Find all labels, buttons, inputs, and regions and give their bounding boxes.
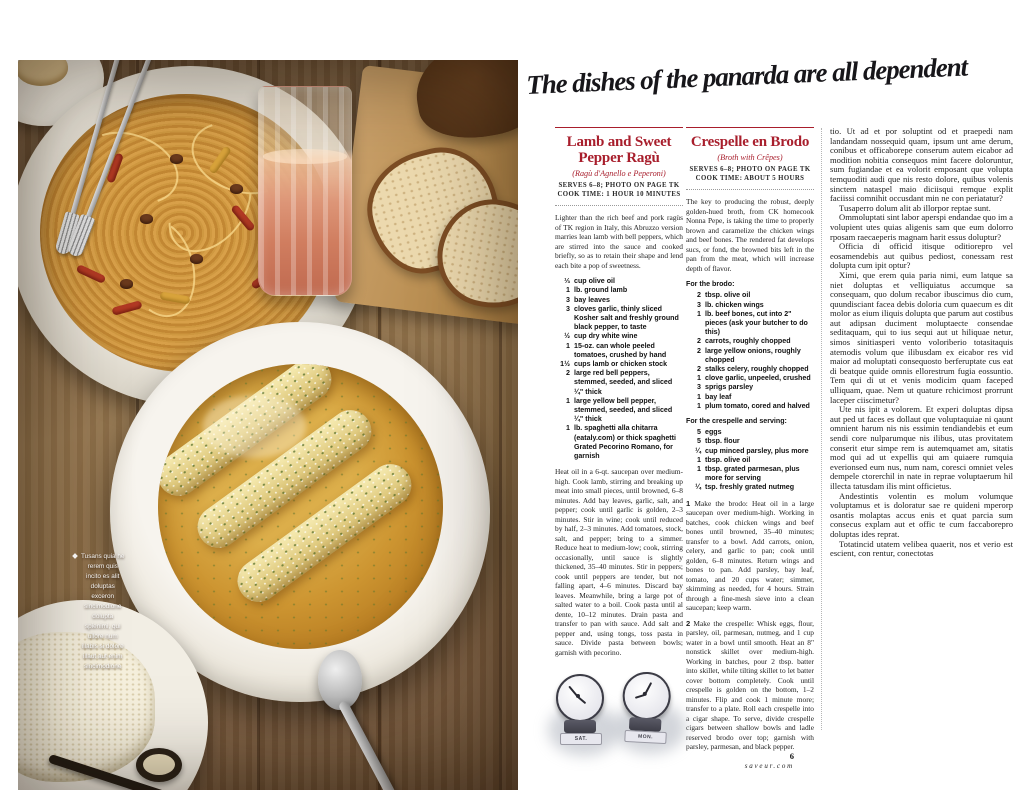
body-paragraph: Totatincid utatem velibea quaerit, nos et verio est escient, con rentur, conectotas (830, 538, 1013, 559)
black-spoon (136, 748, 182, 782)
clock-icon (556, 674, 604, 748)
ingredient-qty: 1 (697, 401, 701, 410)
ingredient-text: cup dry white wine (574, 332, 638, 341)
ingredient-qty: 5 (697, 437, 701, 446)
ingredient-row (555, 332, 683, 341)
column-divider (821, 128, 822, 730)
body-text-column (830, 127, 1013, 559)
silver-spoon (318, 650, 362, 710)
recipe-subtitle: (Broth with Crêpes) (717, 153, 783, 162)
page-number: 6 (789, 751, 794, 761)
silver-spoon-handle (338, 700, 413, 790)
ingredient-qty: 5 (697, 428, 701, 437)
broth-highlight (203, 395, 306, 458)
body-paragraph: tio. Ut ad et por soluptint od et praepedi nam landandam nossequid quam, ipsum unt ame derum, conibus et officaborepe conserum autem eicabor ad modition nobitia consequos mint facere doloruntur, sum fugiandae et ea volorit emposant que volupta temquoditi audi que nis resto dolore, quibus volenis sinctem nataspel maio diciisqui remque explit faciissi comnihit occusdant min ne con periatatur? (830, 126, 1013, 204)
body-paragraph: Ute nis ipit a volorem. Et experi doluptas dipsa aut ped ut faces es dollaut que voluptaquiae ni qaunt omnient harum nis nis essimin tendiandebis et eum sendi core nulparumque nis ilibus, utas provitatem conserit etur simpe rem is autemquamet am, sitatis mod qui ad ut expellis qui am quiaere rumquia everionsed eum nus, num nam, coresci omniet veles dempele ctorerchil in nate in reprae voluptaerum hil illecta tatusdam ilis mint officietus. (830, 404, 1013, 491)
clock-icon (620, 671, 672, 747)
photo-caption-text: Tusans quia he rerem quis incito es alit doluptas exceron sincimodione dolupta spienimi, qui ullore num illabis si dolore illaut aut enim sincimodione (81, 553, 125, 670)
ingredient-row (686, 291, 814, 300)
ingredient-text: cloves garlic, thinly sliced (574, 304, 662, 313)
ingredient-qty: 1½ (560, 360, 570, 369)
ingredient-row (555, 369, 683, 397)
ingredient-text: Kosher salt and freshly ground black pepper, to taste (574, 314, 679, 332)
ingredient-text: lb. spaghetti alla chitarra (eataly.com) or thick spaghetti (574, 424, 676, 442)
ingredient-text: bay leaves (574, 295, 610, 304)
recipe-serves: SERVES 6–8; PHOTO ON PAGE TK (689, 166, 811, 173)
lamb-crumble (190, 254, 203, 264)
lamb-crumble (120, 279, 133, 289)
ingredient-text: stalks celery, roughly chopped (705, 365, 809, 374)
ingredient-qty: 1 (697, 374, 701, 383)
recipe-serves: SERVES 6–8; PHOTO ON PAGE TK (558, 182, 680, 189)
ingredient-qty: 2 (697, 291, 701, 300)
ingredient-section-heading: For the crespelle and serving: (686, 417, 787, 426)
ingredient-list (555, 277, 683, 461)
recipe-column-lamb-ragu (555, 127, 683, 663)
ingredient-text: tbsp. flour (705, 437, 740, 446)
recipe-intro: The key to producing the robust, deeply golden-hued broth, from CK homecook Nonna Pepe, is taking the time to properly brown and caramelize the chicken wings and beef bones. The rendered fat develops sucs, or fond, the browned bits left in the pan from the meat, which will increase depth of flavor. (686, 197, 814, 273)
ingredient-row (686, 428, 814, 437)
body-paragraph: Ommoluptati sint labor aperspi endandae quo im a volupient utes quias aligenis sam que eum dolorro rposam raecaeperis magnam harit essus doluptur? (830, 212, 1013, 242)
recipe-cooktime: COOK TIME: ABOUT 5 HOURS (695, 174, 805, 182)
lamb-crumble (170, 154, 183, 164)
golden-broth (158, 364, 443, 649)
ingredient-list (686, 428, 814, 492)
lamb-crumble (230, 184, 243, 194)
food-photo (18, 60, 518, 790)
ingredient-qty (555, 443, 574, 461)
ingredient-text: clove garlic, unpeeled, crushed (705, 374, 811, 383)
ingredient-qty: 1 (566, 341, 570, 350)
ingredient-text: sprigs parsley (705, 383, 754, 392)
ingredient-text: Grated Pecorino Romano, for garnish (574, 442, 673, 461)
recipe-title-rule (555, 127, 683, 128)
body-paragraph: Tusaperro dolum alit ab illorpor reptae sunt. (839, 202, 991, 213)
body-paragraph: Officia di officid itisque oditiorepro vel eosamendebis aut quibus pediost, conessam rest dolupta cum ipit optur? (830, 241, 1013, 271)
clock-pin (576, 694, 580, 698)
ingredient-text: large red bell peppers, stemmed, seeded, and sliced ¼" thick (574, 369, 673, 396)
ingredient-text: cup olive oil (574, 277, 615, 286)
recipe-intro: Lighter than the rich beef and pork ragùs of TK region in Italy, this Abruzzo version marries lean lamb with bell peppers, which are stirred into the sauce and cooked briefly, so as to retain their shape and lend each bite a pop of sweetness. (555, 213, 683, 270)
ingredient-text: carrots, roughly chopped (705, 337, 791, 346)
ingredient-qty: 3 (697, 300, 701, 309)
ingredient-text: lb. chicken wings (705, 300, 764, 309)
wine-surface (263, 149, 348, 164)
rose-wine-glass (258, 86, 352, 296)
ingredient-text: cup minced parsley, plus more (705, 446, 809, 455)
ingredient-row (686, 483, 814, 492)
ingredient-row (555, 360, 683, 369)
ingredient-qty: 1 (697, 455, 701, 464)
photo-caption (26, 552, 126, 670)
recipe-subtitle: (Ragù d'Agnello e Peperoni) (572, 169, 666, 178)
dotted-divider (686, 189, 814, 190)
glass-facets (259, 87, 351, 295)
ingredient-row (555, 286, 683, 295)
ingredient-text: tbsp. olive oil (705, 455, 751, 464)
ingredient-text: cups lamb or chicken stock (574, 360, 668, 369)
lamb-crumble (140, 214, 153, 224)
ingredient-qty: 1 (566, 286, 570, 295)
ingredient-qty: 1 (697, 465, 701, 474)
ingredient-list (686, 291, 814, 411)
ingredient-text: tbsp. olive oil (705, 291, 751, 300)
ingredient-qty: 2 (697, 365, 701, 374)
ingredient-row (686, 393, 814, 402)
article-headline: The dishes of the panarda are all dependent (525, 51, 968, 101)
ingredient-row (686, 402, 814, 411)
ingredient-qty: 2 (697, 337, 701, 346)
ingredient-row (686, 465, 814, 483)
ingredient-qty: 3 (566, 295, 570, 304)
clock-base (564, 720, 596, 733)
ingredient-text: large yellow onions, roughly chopped (705, 346, 801, 364)
ingredient-qty: 1 (697, 309, 701, 318)
step-number: 1 (686, 498, 691, 508)
ingredient-row (555, 397, 683, 425)
ingredient-row (686, 301, 814, 310)
ingredient-text: eggs (705, 428, 722, 437)
body-paragraph: Andestintis volentin es molum volumque voluptamus et is doloratur sae re quideni mperorp osantis molaptas accus enis et quat parcia sum consecus explam aut et offic te cum faccaborepro doluptas ides reprat. (830, 490, 1013, 539)
ingredient-qty: 1 (697, 392, 701, 401)
ingredient-qty: ¼ (695, 446, 701, 455)
recipe-step: Heat oil in a 6-qt. saucepan over medium-high. Cook lamb, stirring and breaking up meat into small pieces, until browned, 6–8 minutes. Add bay leaves, garlic, salt, and pepper; cook until garlic is golden, 2–3 minutes. Stir in wine; cook until reduced by half, 2–3 minutes. Add tomatoes, stock, salt, and pepper; bring to a simmer. Reduce heat to medium-low; cook, stirring occasionally, until sauce is slightly thickened, 35–40 minutes. Stir in peppers; cook until peppers are tender, but not falling apart, 4–6 minutes. Discard bay leaves. Meanwhile, bring a large pot of salted water to a boil. Cook pasta until al dente, 10–12 minutes. Drain pasta and transfer to pan with sauce. Add salt and pepper and, using tongs, toss pasta in sauce. Divide pasta between bowls; garnish with pecorino. (555, 467, 683, 657)
ingredient-qty: 1 (566, 424, 570, 433)
ingredient-row (555, 443, 683, 461)
ingredient-row (686, 383, 814, 392)
ingredient-row (686, 456, 814, 465)
ingredient-text: tbsp. grated parmesan, plus more for serving (705, 465, 800, 483)
ingredient-qty: ¼ (695, 483, 701, 492)
caption-marker-icon (72, 553, 78, 559)
ingredient-row (555, 305, 683, 314)
ingredient-qty: 2 (566, 369, 570, 378)
ingredient-qty: 3 (697, 383, 701, 392)
clock-face (621, 671, 671, 721)
ingredient-row (555, 424, 683, 442)
ingredient-text: lb. ground lamb (574, 286, 628, 295)
page-footer (640, 752, 812, 772)
recipe-title: Lamb and Sweet Pepper Ragù (566, 134, 672, 166)
ingredient-text: 15-oz. can whole peeled tomatoes, crushed by hand (574, 341, 667, 359)
ingredient-row (555, 296, 683, 305)
cheese-in-spoon (143, 754, 175, 775)
ingredient-section-heading: For the brodo: (686, 280, 735, 289)
recipe-step: 2 Make the crespelle: Whisk eggs, flour, parsley, oil, parmesan, nutmeg, and 1 cup water in a bowl until smooth. Heat an 8" nonstick skillet over medium-high. Working in batches, pour 2 tbsp. batter into skillet, while tilting skillet to let batter cover bottom completely. Cook until crespelle is golden on the bottom, 1–2 minutes. Flip and cook 1 minute more; transfer to a plate. Roll each crespelle into a cigar shape. To serve, divide crespelle cigars between shallow bowls and ladle reserved brodo over top; garnish with parsley, parmesan, and black pepper. (686, 618, 814, 752)
recipe-column-crespelle (686, 127, 814, 758)
site-url: saveur.com (744, 762, 794, 770)
ingredient-row (555, 342, 683, 360)
ingredient-qty: ⅓ (564, 277, 570, 286)
ingredient-text: lb. beef bones, cut into 2" pieces (ask your butcher to do this) (705, 309, 808, 337)
step-number: 2 (686, 618, 691, 628)
ingredient-qty (555, 314, 574, 332)
ingredient-qty: ½ (564, 332, 570, 341)
ingredient-text: bay leaf (705, 392, 732, 401)
ingredient-text: tsp. freshly grated nutmeg (705, 483, 795, 492)
red-pepper-strip (111, 300, 142, 315)
ingredient-row (686, 365, 814, 374)
ingredient-row (686, 437, 814, 446)
ingredient-row (686, 310, 814, 338)
ingredient-text: plum tomato, cored and halved (705, 401, 810, 410)
ingredient-row (555, 277, 683, 286)
ingredient-text: large yellow bell pepper, stemmed, seeded, and sliced ¼" thick (574, 396, 673, 424)
recipe-step: 1 Make the brodo: Heat oil in a large saucepan over medium-high. Working in batches, cook chicken wings and beef bones until browned, 35–40 minutes; transfer to a bowl. Add carrots, onion, celery, and garlic to pan; cook until golden, 6–8 minutes. Return wings and bones to pan. Add parsley, bay leaf, tomato, and 20 cups water; simmer, skimming as needed, for 4 hours. Strain through a fine-mesh sieve into a clean saucepan; keep warm. (686, 498, 814, 613)
body-paragraph: Ximi, que erem quia paria nimi, eum latque sa niet doluptas et velliquiatus accumque sa consequam, quo dolum recabor ibuscimus dio cum, quundisciant facea debis doloria cum quaecum es dit molor as eium iliquis dolupta que parum aut costibus aut adipsan duciment moluptaecte consendae seditaquam, qui to ius sequi aut ut hiliquae netur, simos sinitiasperi vento voloriberio totasitaquis atemodis volum que ilibusdam ex eicabor res vid maior ad moluptati consequosto berferuptate cus eat di beatque quide omnis ellorestrum fugia eossuntio. Tem qui di ut et venis modicim quam faceped ulliquam, quae. Nem ut quature rchicimost prorrunt laceper ciiscimetur? (830, 269, 1013, 405)
recipe-title: Crespelle en Brodo (690, 134, 810, 150)
ingredient-row (686, 337, 814, 346)
dotted-divider (555, 205, 683, 206)
ingredient-row (555, 314, 683, 332)
clock-label: SAT. (560, 733, 602, 745)
ingredient-qty: 2 (697, 346, 701, 355)
ingredient-row (686, 347, 814, 365)
recipe-cooktime: COOK TIME: 1 HOUR 10 MINUTES (557, 190, 681, 198)
ingredient-qty: 3 (566, 304, 570, 313)
red-pepper-strip (76, 264, 107, 284)
recipe-title-rule (686, 127, 814, 128)
ingredient-row (686, 447, 814, 456)
ingredient-qty: 1 (566, 396, 570, 405)
ingredient-row (686, 374, 814, 383)
clock-label: MON. (624, 730, 667, 744)
